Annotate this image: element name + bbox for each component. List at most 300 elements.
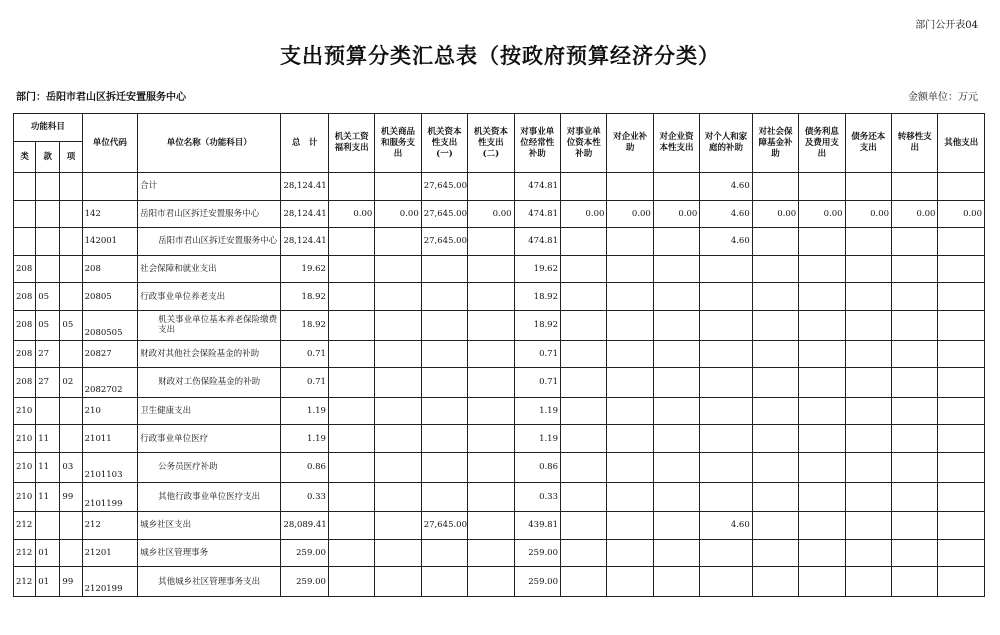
cell-c6 [561, 310, 607, 340]
cell-c4 [468, 512, 514, 540]
cell-c6 [561, 512, 607, 540]
cell-c8 [653, 397, 699, 425]
cell-lei: 212 [14, 539, 36, 567]
cell-lei: 208 [14, 368, 36, 398]
cell-name: 卫生健康支出 [138, 397, 281, 425]
cell-c11 [799, 567, 845, 597]
cell-c4 [468, 567, 514, 597]
cell-c3 [421, 539, 467, 567]
cell-code: 142001 [82, 228, 138, 256]
cell-c11 [799, 173, 845, 201]
cell-c3 [421, 368, 467, 398]
cell-c14 [938, 340, 985, 368]
cell-c10 [752, 228, 798, 256]
cell-c8 [653, 173, 699, 201]
cell-c6 [561, 397, 607, 425]
cell-code: 21011 [82, 425, 138, 453]
cell-total: 28,124.41 [281, 200, 328, 228]
cell-c7 [607, 512, 653, 540]
cell-name: 其他行政事业单位医疗支出 [138, 482, 281, 512]
cell-lei: 210 [14, 397, 36, 425]
header-col-2: 机关商品和服务支出 [375, 114, 421, 173]
cell-c7 [607, 283, 653, 311]
cell-c2 [375, 340, 421, 368]
cell-c7 [607, 173, 653, 201]
cell-c7 [607, 539, 653, 567]
cell-kuan [36, 228, 60, 256]
cell-c3 [421, 255, 467, 283]
cell-name: 财政对工伤保险基金的补助 [138, 368, 281, 398]
cell-c6 [561, 283, 607, 311]
cell-c11: 0.00 [799, 200, 845, 228]
cell-c13 [892, 482, 938, 512]
cell-c2 [375, 425, 421, 453]
cell-c6 [561, 452, 607, 482]
cell-c2 [375, 539, 421, 567]
cell-total: 18.92 [281, 283, 328, 311]
cell-c5: 0.71 [514, 340, 560, 368]
cell-c6 [561, 368, 607, 398]
cell-c7 [607, 255, 653, 283]
cell-c8 [653, 452, 699, 482]
header-col-5: 对事业单位经常性补助 [514, 114, 560, 173]
cell-xiang: 99 [60, 567, 82, 597]
cell-code: 208 [82, 255, 138, 283]
cell-c13 [892, 283, 938, 311]
cell-c12 [845, 340, 891, 368]
cell-kuan [36, 397, 60, 425]
cell-c2 [375, 512, 421, 540]
cell-c3 [421, 310, 467, 340]
cell-c9: 4.60 [700, 228, 752, 256]
cell-c9 [700, 539, 752, 567]
cell-c4 [468, 368, 514, 398]
cell-c12 [845, 567, 891, 597]
header-col-12: 债务还本支出 [845, 114, 891, 173]
cell-total: 28,124.41 [281, 228, 328, 256]
cell-c5: 259.00 [514, 567, 560, 597]
cell-lei: 212 [14, 512, 36, 540]
cell-c12 [845, 283, 891, 311]
cell-total: 1.19 [281, 397, 328, 425]
table-row [14, 173, 985, 201]
cell-xiang: 99 [60, 482, 82, 512]
cell-c7 [607, 397, 653, 425]
cell-c9 [700, 425, 752, 453]
cell-c14 [938, 397, 985, 425]
cell-c8 [653, 425, 699, 453]
cell-c2 [375, 283, 421, 311]
cell-c6 [561, 255, 607, 283]
cell-code: 2080505 [82, 310, 138, 340]
department-label: 部门：岳阳市君山区拆迁安置服务中心 [16, 92, 186, 103]
cell-xiang [60, 200, 82, 228]
cell-lei: 208 [14, 255, 36, 283]
cell-c12 [845, 512, 891, 540]
cell-c5: 1.19 [514, 397, 560, 425]
cell-name: 行政事业单位医疗 [138, 425, 281, 453]
cell-c14 [938, 425, 985, 453]
cell-kuan: 05 [36, 310, 60, 340]
header-lei: 类 [14, 142, 36, 173]
cell-kuan: 01 [36, 567, 60, 597]
cell-c10 [752, 368, 798, 398]
cell-c1 [328, 283, 374, 311]
cell-c2 [375, 228, 421, 256]
cell-xiang [60, 539, 82, 567]
cell-c9 [700, 340, 752, 368]
header-col-7: 对企业补助 [607, 114, 653, 173]
cell-c3 [421, 482, 467, 512]
cell-c10 [752, 255, 798, 283]
cell-c4 [468, 173, 514, 201]
cell-c8 [653, 340, 699, 368]
cell-c13 [892, 512, 938, 540]
cell-c14 [938, 539, 985, 567]
cell-xiang: 03 [60, 452, 82, 482]
cell-c1 [328, 173, 374, 201]
cell-c11 [799, 255, 845, 283]
cell-c10 [752, 512, 798, 540]
header-unit-name: 单位名称（功能科目） [138, 114, 281, 173]
cell-c6 [561, 228, 607, 256]
cell-c13 [892, 228, 938, 256]
cell-c11 [799, 452, 845, 482]
cell-xiang [60, 397, 82, 425]
cell-c9: 4.60 [700, 512, 752, 540]
cell-total: 259.00 [281, 539, 328, 567]
cell-c1 [328, 512, 374, 540]
cell-name: 社会保障和就业支出 [138, 255, 281, 283]
cell-c9 [700, 310, 752, 340]
cell-c10 [752, 173, 798, 201]
cell-c7 [607, 310, 653, 340]
header-kuan: 款 [36, 142, 60, 173]
table-row [14, 340, 985, 368]
table-body [14, 173, 985, 597]
cell-c2 [375, 310, 421, 340]
cell-c3 [421, 283, 467, 311]
cell-code: 2120199 [82, 567, 138, 597]
cell-total: 0.33 [281, 482, 328, 512]
cell-c9: 4.60 [700, 173, 752, 201]
cell-c5: 0.71 [514, 368, 560, 398]
cell-c1 [328, 425, 374, 453]
cell-c12 [845, 228, 891, 256]
cell-c5: 0.86 [514, 452, 560, 482]
cell-c13 [892, 452, 938, 482]
cell-c1 [328, 368, 374, 398]
cell-kuan: 11 [36, 425, 60, 453]
cell-c14 [938, 310, 985, 340]
expenditure-table [13, 113, 985, 597]
cell-code: 142 [82, 200, 138, 228]
cell-c13 [892, 368, 938, 398]
header-col-11: 债务利息及费用支出 [799, 114, 845, 173]
cell-name: 行政事业单位养老支出 [138, 283, 281, 311]
cell-code: 20805 [82, 283, 138, 311]
cell-c6 [561, 173, 607, 201]
cell-c10 [752, 340, 798, 368]
cell-c9: 4.60 [700, 200, 752, 228]
cell-c1 [328, 539, 374, 567]
cell-c3: 27,645.00 [421, 173, 467, 201]
cell-c1 [328, 340, 374, 368]
cell-c1 [328, 482, 374, 512]
table-row [14, 425, 985, 453]
cell-total: 28,089.41 [281, 512, 328, 540]
cell-c14 [938, 283, 985, 311]
cell-xiang: 05 [60, 310, 82, 340]
header-xiang: 项 [60, 142, 82, 173]
cell-c4 [468, 397, 514, 425]
cell-kuan: 27 [36, 368, 60, 398]
cell-code [82, 173, 138, 201]
cell-c7 [607, 340, 653, 368]
cell-c3: 27,645.00 [421, 200, 467, 228]
cell-c12 [845, 452, 891, 482]
cell-c6 [561, 425, 607, 453]
cell-c8 [653, 539, 699, 567]
cell-xiang [60, 425, 82, 453]
cell-kuan: 27 [36, 340, 60, 368]
cell-kuan: 11 [36, 452, 60, 482]
cell-c9 [700, 397, 752, 425]
header-col-10: 对社会保障基金补助 [752, 114, 798, 173]
cell-kuan: 05 [36, 283, 60, 311]
cell-c7 [607, 368, 653, 398]
header-function-subject: 功能科目 [14, 114, 83, 142]
cell-c10: 0.00 [752, 200, 798, 228]
cell-c10 [752, 567, 798, 597]
cell-total: 259.00 [281, 567, 328, 597]
cell-c13 [892, 310, 938, 340]
cell-kuan [36, 200, 60, 228]
cell-xiang [60, 283, 82, 311]
cell-lei: 210 [14, 425, 36, 453]
cell-c6 [561, 539, 607, 567]
cell-c8 [653, 228, 699, 256]
cell-kuan [36, 255, 60, 283]
cell-name: 公务员医疗补助 [138, 452, 281, 482]
cell-code: 2101199 [82, 482, 138, 512]
cell-xiang [60, 228, 82, 256]
cell-c1 [328, 397, 374, 425]
cell-c8 [653, 310, 699, 340]
cell-c4 [468, 310, 514, 340]
table-row [14, 228, 985, 256]
table-row [14, 255, 985, 283]
cell-c12: 0.00 [845, 200, 891, 228]
cell-total: 1.19 [281, 425, 328, 453]
cell-c10 [752, 539, 798, 567]
cell-lei [14, 173, 36, 201]
cell-c4 [468, 425, 514, 453]
cell-total: 0.71 [281, 368, 328, 398]
cell-c13 [892, 340, 938, 368]
cell-c8 [653, 368, 699, 398]
cell-c3 [421, 340, 467, 368]
cell-c4 [468, 340, 514, 368]
header-unit-code: 单位代码 [82, 114, 138, 173]
cell-c10 [752, 452, 798, 482]
cell-c8 [653, 482, 699, 512]
cell-c14 [938, 228, 985, 256]
cell-c4 [468, 482, 514, 512]
table-row [14, 200, 985, 228]
cell-c2 [375, 255, 421, 283]
cell-c8 [653, 567, 699, 597]
cell-code: 2101103 [82, 452, 138, 482]
cell-c13 [892, 255, 938, 283]
cell-c14 [938, 255, 985, 283]
cell-c11 [799, 397, 845, 425]
cell-c13 [892, 173, 938, 201]
cell-c5: 439.81 [514, 512, 560, 540]
cell-c4 [468, 228, 514, 256]
cell-c1 [328, 228, 374, 256]
cell-c9 [700, 567, 752, 597]
cell-c11 [799, 539, 845, 567]
cell-c13 [892, 539, 938, 567]
cell-c7 [607, 425, 653, 453]
cell-total: 0.86 [281, 452, 328, 482]
cell-c4 [468, 255, 514, 283]
cell-c11 [799, 368, 845, 398]
cell-total: 0.71 [281, 340, 328, 368]
cell-code: 212 [82, 512, 138, 540]
cell-c13 [892, 397, 938, 425]
cell-c1 [328, 567, 374, 597]
cell-name: 机关事业单位基本养老保险缴费支出 [138, 310, 281, 340]
cell-c2: 0.00 [375, 200, 421, 228]
cell-c6 [561, 340, 607, 368]
cell-name: 财政对其他社会保险基金的补助 [138, 340, 281, 368]
cell-c14 [938, 173, 985, 201]
header-col-13: 转移性支出 [892, 114, 938, 173]
cell-c7: 0.00 [607, 200, 653, 228]
cell-c7 [607, 228, 653, 256]
cell-c7 [607, 452, 653, 482]
cell-name: 岳阳市君山区拆迁安置服务中心 [138, 200, 281, 228]
cell-c9 [700, 255, 752, 283]
amount-unit-label: 金额单位：万元 [908, 92, 978, 103]
header-col-3: 机关资本性支出(一) [421, 114, 467, 173]
header-total: 总 计 [281, 114, 328, 173]
table-row [14, 567, 985, 597]
cell-c8: 0.00 [653, 200, 699, 228]
cell-c5: 0.33 [514, 482, 560, 512]
cell-c11 [799, 512, 845, 540]
cell-c14: 0.00 [938, 200, 985, 228]
cell-c14 [938, 368, 985, 398]
cell-c12 [845, 173, 891, 201]
cell-lei: 208 [14, 283, 36, 311]
cell-c6 [561, 567, 607, 597]
cell-c5: 474.81 [514, 200, 560, 228]
cell-c8 [653, 512, 699, 540]
table-row [14, 452, 985, 482]
cell-lei: 208 [14, 340, 36, 368]
cell-c10 [752, 425, 798, 453]
cell-c1 [328, 452, 374, 482]
cell-c8 [653, 255, 699, 283]
cell-c7 [607, 482, 653, 512]
cell-c1 [328, 310, 374, 340]
cell-c7 [607, 567, 653, 597]
cell-c5: 1.19 [514, 425, 560, 453]
cell-c3 [421, 425, 467, 453]
cell-c11 [799, 228, 845, 256]
cell-c12 [845, 539, 891, 567]
cell-code: 21201 [82, 539, 138, 567]
cell-c12 [845, 397, 891, 425]
table-row [14, 310, 985, 340]
cell-c9 [700, 482, 752, 512]
cell-xiang [60, 340, 82, 368]
table-row [14, 482, 985, 512]
cell-c4 [468, 452, 514, 482]
header-col-1: 机关工资福利支出 [328, 114, 374, 173]
table-row [14, 512, 985, 540]
cell-name: 城乡社区管理事务 [138, 539, 281, 567]
cell-c10 [752, 482, 798, 512]
header-col-9: 对个人和家庭的补助 [700, 114, 752, 173]
cell-name: 城乡社区支出 [138, 512, 281, 540]
cell-lei: 208 [14, 310, 36, 340]
page-title: 支出预算分类汇总表（按政府预算经济分类） [280, 43, 720, 68]
cell-total: 28,124.41 [281, 173, 328, 201]
cell-c11 [799, 310, 845, 340]
cell-c13: 0.00 [892, 200, 938, 228]
table-row [14, 283, 985, 311]
cell-c2 [375, 173, 421, 201]
cell-c11 [799, 482, 845, 512]
cell-xiang [60, 255, 82, 283]
cell-c2 [375, 567, 421, 597]
cell-lei: 210 [14, 482, 36, 512]
cell-c5: 18.92 [514, 283, 560, 311]
cell-c3 [421, 567, 467, 597]
cell-c1: 0.00 [328, 200, 374, 228]
cell-c6 [561, 482, 607, 512]
cell-c5: 474.81 [514, 173, 560, 201]
cell-c14 [938, 452, 985, 482]
table-number-label: 部门公开表04 [915, 20, 978, 31]
cell-c10 [752, 397, 798, 425]
cell-c9 [700, 283, 752, 311]
cell-code: 2082702 [82, 368, 138, 398]
cell-c14 [938, 567, 985, 597]
cell-c3 [421, 397, 467, 425]
cell-c5: 19.62 [514, 255, 560, 283]
cell-c2 [375, 452, 421, 482]
cell-c6: 0.00 [561, 200, 607, 228]
cell-c2 [375, 368, 421, 398]
cell-c8 [653, 283, 699, 311]
cell-c10 [752, 310, 798, 340]
cell-name: 岳阳市君山区拆迁安置服务中心 [138, 228, 281, 256]
cell-name: 合计 [138, 173, 281, 201]
cell-code: 20827 [82, 340, 138, 368]
cell-c5: 18.92 [514, 310, 560, 340]
cell-c11 [799, 283, 845, 311]
cell-lei: 212 [14, 567, 36, 597]
table-row [14, 368, 985, 398]
header-col-4: 机关资本性支出(二) [468, 114, 514, 173]
cell-c11 [799, 425, 845, 453]
cell-c4 [468, 283, 514, 311]
